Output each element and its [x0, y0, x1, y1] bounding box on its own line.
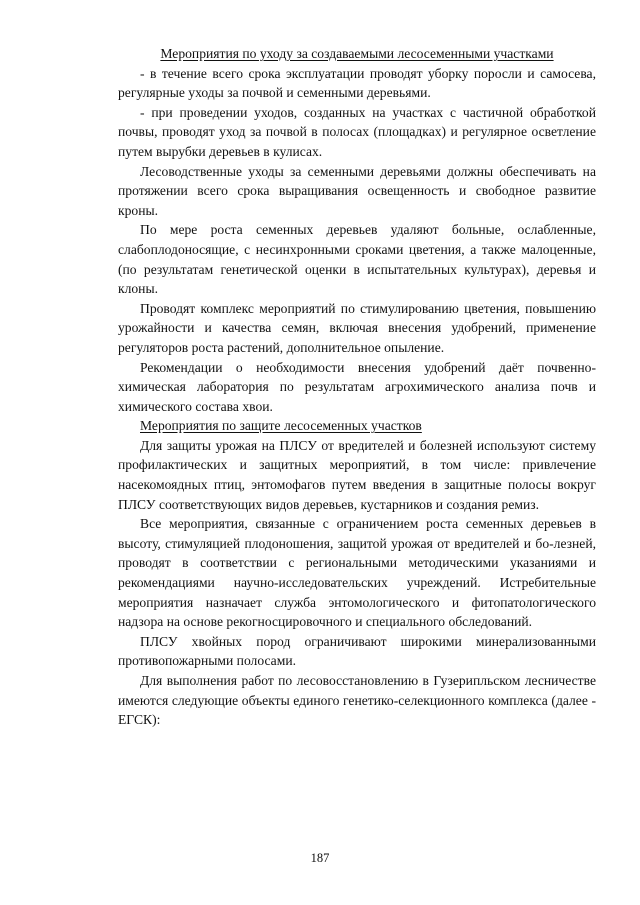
paragraph-protection-1: Для защиты урожая на ПЛСУ от вредителей и болезней используют систему профилактических и защитных мероприятий, в том числе: привлечение насекомоядных птиц, энтомофагов путем введения в защитные полосы вокруг ПЛСУ соответствующих видов деревьев, кустарников и создания ремиз.	[118, 437, 596, 512]
paragraph-care-1: - в течение всего срока эксплуатации проводят уборку поросли и самосева, регулярные уходы за почвой и семенными деревьями.	[118, 65, 596, 101]
paragraph-protection-3: ПЛСУ хвойных пород ограничивают широкими минерализованными противопожарными полосами.	[118, 633, 596, 669]
paragraph-protection-2: Все мероприятия, связанные с ограничением роста семенных деревьев в высоту, стимуляцией плодоношения, защитой урожая от вредителей и бо-лезней, проводят в соответствии с региональными методическими указаниями и рекомендациями научно-исследовательских учреждений. Истребительные мероприятия назначает служба энтомологического и фитопатологического надзора на основе рекогносцировочного и специального обследований.	[118, 516, 596, 630]
paragraph-care-3: Лесоводственные уходы за семенными деревьями должны обеспечивать на протяжении всего срока выращивания освещенность и свободное развитие кроны.	[118, 163, 596, 218]
page-number: 187	[310, 851, 330, 865]
section-title-care: Мероприятия по уходу за создаваемыми лесосеменными участками	[160, 46, 554, 61]
section-title-protection: Мероприятия по защите лесосеменных участков	[140, 418, 422, 434]
paragraph-care-6: Рекомендации о необходимости внесения удобрений даёт почвенно-химическая лаборатория по результатам агрохимического анализа почв и химического состава хвои.	[118, 359, 596, 414]
paragraph-care-2: - при проведении уходов, созданных на участках с частичной обработкой почвы, проводят уход за почвой в полосах (площадках) и регулярное осветление путем вырубки деревьев в кулисах.	[118, 104, 596, 159]
paragraph-care-4: По мере роста семенных деревьев удаляют больные, ослабленные, слабоплодоносящие, с несинхронными сроками цветения, а также малоценные, (по результатам генетической оценки в испытательных культурах), деревья и клоны.	[118, 222, 596, 297]
document-page	[118, 44, 596, 730]
paragraph-protection-4: Для выполнения работ по лесовосстановлению в Гузерипльском лесничестве имеются следующие объекты единого генетико-селекционного комплекса (далее - ЕГСК):	[118, 673, 596, 728]
paragraph-care-5: Проводят комплекс мероприятий по стимулированию цветения, повышению урожайности и качества семян, включая внесения удобрений, применение регуляторов роста растений, дополнительное опыление.	[118, 300, 596, 355]
